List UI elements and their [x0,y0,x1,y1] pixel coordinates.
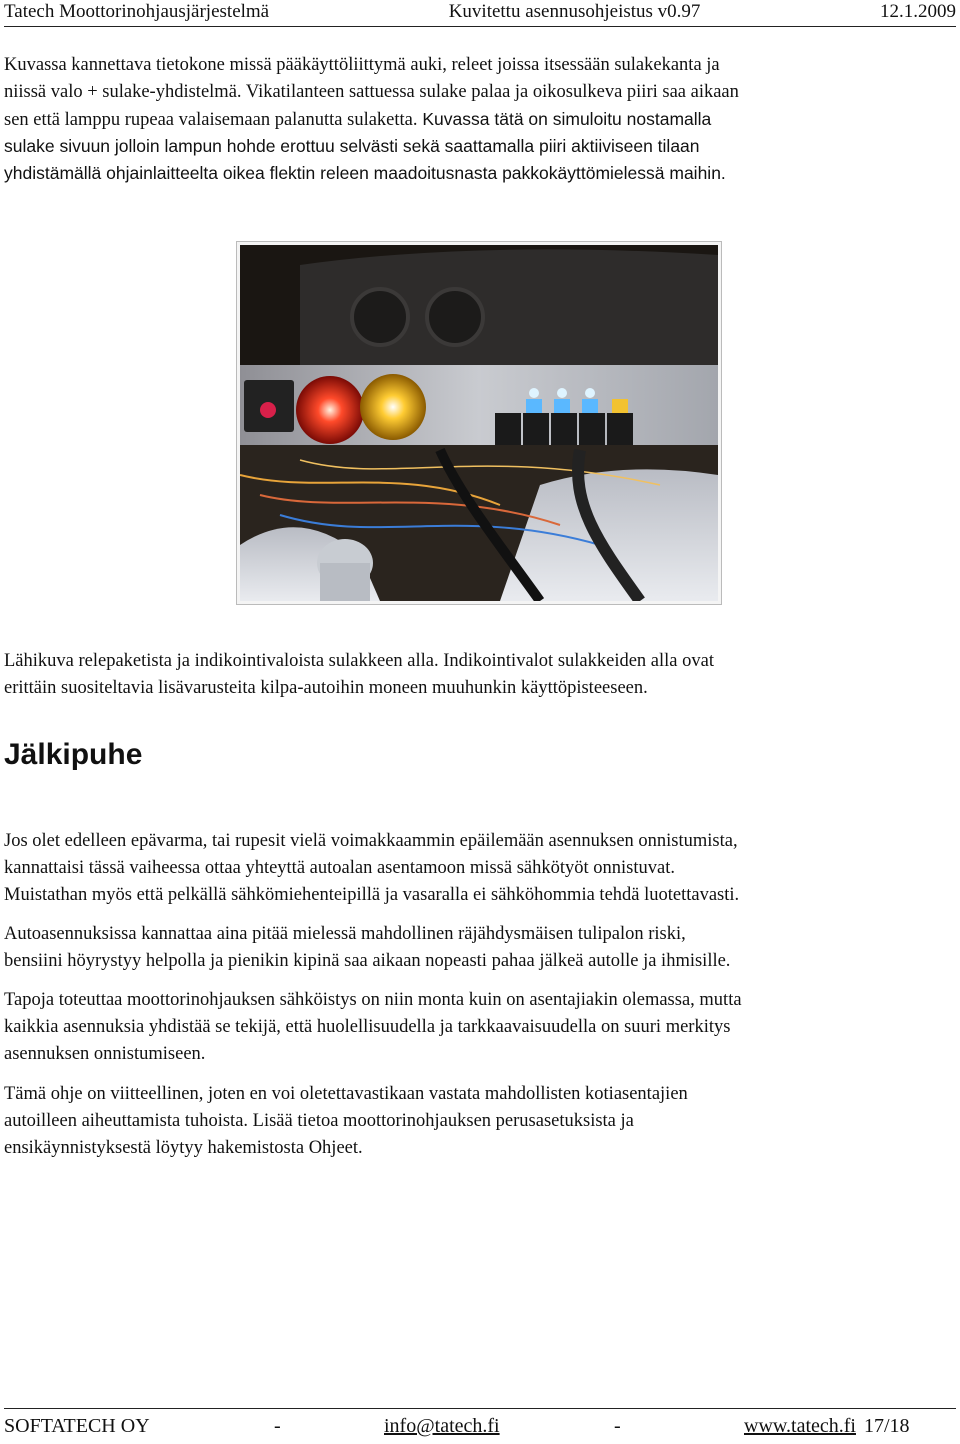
caption-line-1: Lähikuva relepaketista ja indikointivaloista sulakkeen alla. Indikointivalot sulakkeiden alla ovat [4,651,714,671]
footer-page-number: 17/18 [864,1415,910,1437]
para2-line-1: Autoasennuksissa kannattaa aina pitää mielessä mahdollinen räjähdysmäisen tulipalon riski, [4,924,686,944]
intro-line-3-b: Kuvassa tätä on simuloitu nostamalla [417,109,712,129]
caption-line-2: erittäin suositeltavia lisävarusteita kilpa-autoihin moneen muuhunkin käyttöpisteeseen. [4,678,648,698]
footer-website-link[interactable]: www.tatech.fi [744,1415,856,1437]
intro-line-2: niissä valo + sulake-yhdistelmä. Vikatilanteen sattuessa sulake palaa ja oikosulkeva piiri saa aikaan [4,82,739,102]
intro-line-1: Kuvassa kannettava tietokone missä pääkäyttöliittymä auki, releet joissa itsessään sulakekanta ja [4,55,720,75]
intro-line-5 [4,160,956,189]
page-footer [4,1408,956,1443]
footer-separator-2: - [614,1415,621,1437]
para3-line-2: kaikkia asennuksia yhdistää se tekijä, että huolellisuudella ja tarkkaavaisuudella on suuri merkitys [4,1017,731,1037]
relay-photo [236,241,722,605]
header-subtitle: Kuvitettu asennusohjeistus v0.97 [448,1,701,22]
para3-line-1: Tapoja toteuttaa moottorinohjauksen sähköistys on niin monta kuin on asentajiakin olemassa, mutta [4,990,742,1010]
intro-line-4-text: sulake sivuun jolloin lampun hohde erottuu selvästi sekä saattamalla piiri aktiiviseen tilaan [4,136,700,156]
footer-separator-1: - [274,1415,281,1437]
para3-line-3: asennuksen onnistumiseen. [4,1044,206,1064]
intro-line-3-a: sen että lamppu rupeaa valaisemaan palanutta sulaketta. [4,110,418,130]
para4-line-2: autoilleen aiheuttamista tuhoista. Lisää tietoa moottorinohjauksen perusasetuksista ja [4,1111,634,1131]
para4-line-1: Tämä ohje on viitteellinen, joten en voi oletettavastikaan vastata mahdollisten kotiasentajien [4,1084,688,1104]
page-header [4,0,956,27]
footer-email-link[interactable]: info@tatech.fi [384,1415,500,1437]
para1-line-2: kannattaisi tässä vaiheessa ottaa yhteyttä autoalan asentamoon missä sähkötyöt onnistuvat. [4,858,675,878]
intro-line-3 [4,106,956,135]
para4-line-3: ensikäynnistyksestä löytyy hakemistosta Ohjeet. [4,1138,363,1158]
header-date: 12.1.2009 [879,1,956,22]
para1-line-3: Muistathan myös että pelkällä sähkömiehenteipillä ja vasaralla ei sähköhommia tehdä luotettavasti. [4,885,740,905]
footer-company: SOFTATECH OY [4,1415,150,1437]
para2-line-2: bensiini höyrystyy helpolla ja pienikin kipinä saa aikaan nopeasti pahaa jälkeä autolle ja ihmisille. [4,951,731,971]
section-heading: Jälkipuhe [4,738,143,771]
intro-line-4 [4,133,956,162]
relay-photo-illustration [240,245,718,601]
intro-line-5-text: yhdistämällä ohjainlaitteelta oikea flektin releen maadoitusnasta pakkokäyttömielessä maihin. [4,163,726,183]
header-title: Tatech Moottorinohjausjärjestelmä [4,1,270,22]
para1-line-1: Jos olet edelleen epävarma, tai rupesit vielä voimakkaammin epäilemään asennuksen onnistumista, [4,831,738,851]
